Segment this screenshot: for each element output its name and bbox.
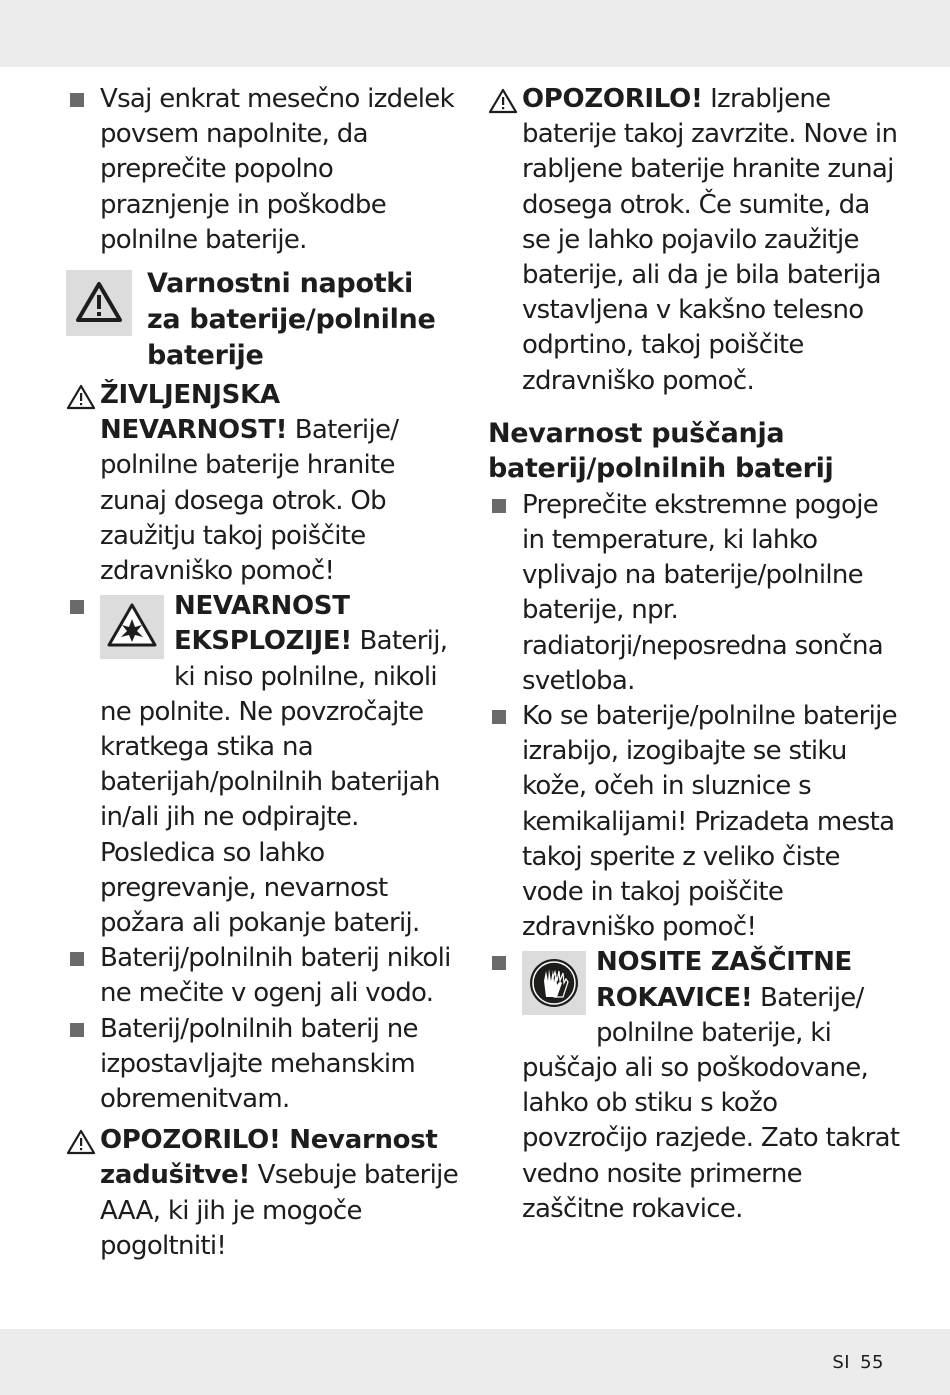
list-item-fire: Baterij/polnilnih baterij nikoli ne mečite v ogenj ali vodo. (66, 941, 466, 1011)
gloves-text: Baterije/ polnilne baterije, ki puščajo ali so poškodovane, lahko ob stiku s kožo povzročijo razjede. Zato takrat vedno nosite primerne zaščitne rokavice. (522, 982, 900, 1224)
page-number-value: 55 (860, 1352, 884, 1373)
gloves-icon (522, 951, 586, 1015)
bullet-square-icon (70, 1023, 84, 1037)
danger-text: Baterije/ polnilne baterije hranite zunaj dosega otrok. Ob zaužitju takoj poiščite zdravniško pomoč! (100, 415, 399, 587)
warning-title: OPOZORILO! (522, 84, 703, 114)
bullet-square-icon (70, 952, 84, 966)
language-code: SI (832, 1352, 851, 1373)
choke-warning (66, 1123, 466, 1264)
section-header-safety (66, 266, 466, 374)
list-item-skin-contact: Ko se baterije/polnilne baterije izrabijo, izogibajte se stiku kože, očeh in sluznice s kemikalijami! Prizadeta mesta takoj sperite z veliko čiste vode in takoj poiščite zdravniško pomoč! (488, 699, 903, 945)
bullet-square-icon (70, 93, 84, 107)
choke-text: Vsebuje baterije AAA, ki jih je mogoče pogoltniti! (100, 1160, 458, 1261)
list-item-charge: Vsaj enkrat mesečno izdelek povsem napolnite, da preprečite popolno praznjenje in poškodbe polnilne baterije. (66, 82, 466, 258)
list-item-temperature: Preprečite ekstremne pogoje in temperature, ki lahko vplivajo na baterije/polnilne baterije, npr. radiatorji/neposredna sončna svetloba. (488, 488, 903, 699)
choke-title: OPOZORILO! Nevarnost zadušitve! (100, 1125, 438, 1191)
explosion-title: NEVARNOST EKSPLOZIJE! (174, 591, 352, 657)
danger-title: ŽIVLJENJSKA NEVARNOST! (100, 380, 288, 446)
right-column (488, 82, 903, 1227)
footer-bar (0, 1329, 950, 1395)
warning-triangle-icon (66, 1129, 96, 1155)
explosion-icon (100, 595, 164, 659)
battery-warning (488, 82, 903, 399)
bullet-square-icon (492, 956, 506, 970)
explosion-text: Baterij, ki niso polnilne, nikoli ne polnite. Ne povzročajte kratkega stika na baterijah/polnilnih baterijah in/ali jih ne odpirajte. Posledica so lahko pregrevanje, nevarnost požara ali pokanje baterij. (100, 626, 448, 939)
left-column (66, 82, 466, 1264)
page-number (822, 1352, 884, 1373)
gloves-title: NOSITE ZAŠČITNE ROKAVICE! (596, 947, 853, 1013)
bullet-square-icon (492, 710, 506, 724)
list-item-explosion (66, 589, 466, 941)
section-title: Varnostni napotki za baterije/polnilne baterije (147, 268, 436, 372)
warning-text: Izrabljene baterije takoj zavrzite. Nove in rabljene baterije hranite zunaj dosega otrok. Če sumite, da se je lahko pojavilo zaužitje baterije, ali da je bila baterija vstavljena v kakšno telesno odprtino, takoj poiščite zdravniško pomoč. (522, 84, 898, 396)
list-item-mechanical: Baterij/polnilnih baterij ne izpostavljajte mehanskim obremenitvam. (66, 1012, 466, 1118)
warning-triangle-icon (66, 384, 96, 410)
warning-triangle-icon (488, 88, 518, 114)
header-bar (0, 0, 950, 67)
leak-heading: Nevarnost puščanja baterij/polnilnih baterij (488, 417, 834, 484)
danger-warning (66, 378, 466, 589)
list-item-gloves (488, 945, 903, 1227)
bullet-square-icon (70, 600, 84, 614)
bullet-square-icon (492, 499, 506, 513)
warning-box-icon (66, 270, 132, 336)
